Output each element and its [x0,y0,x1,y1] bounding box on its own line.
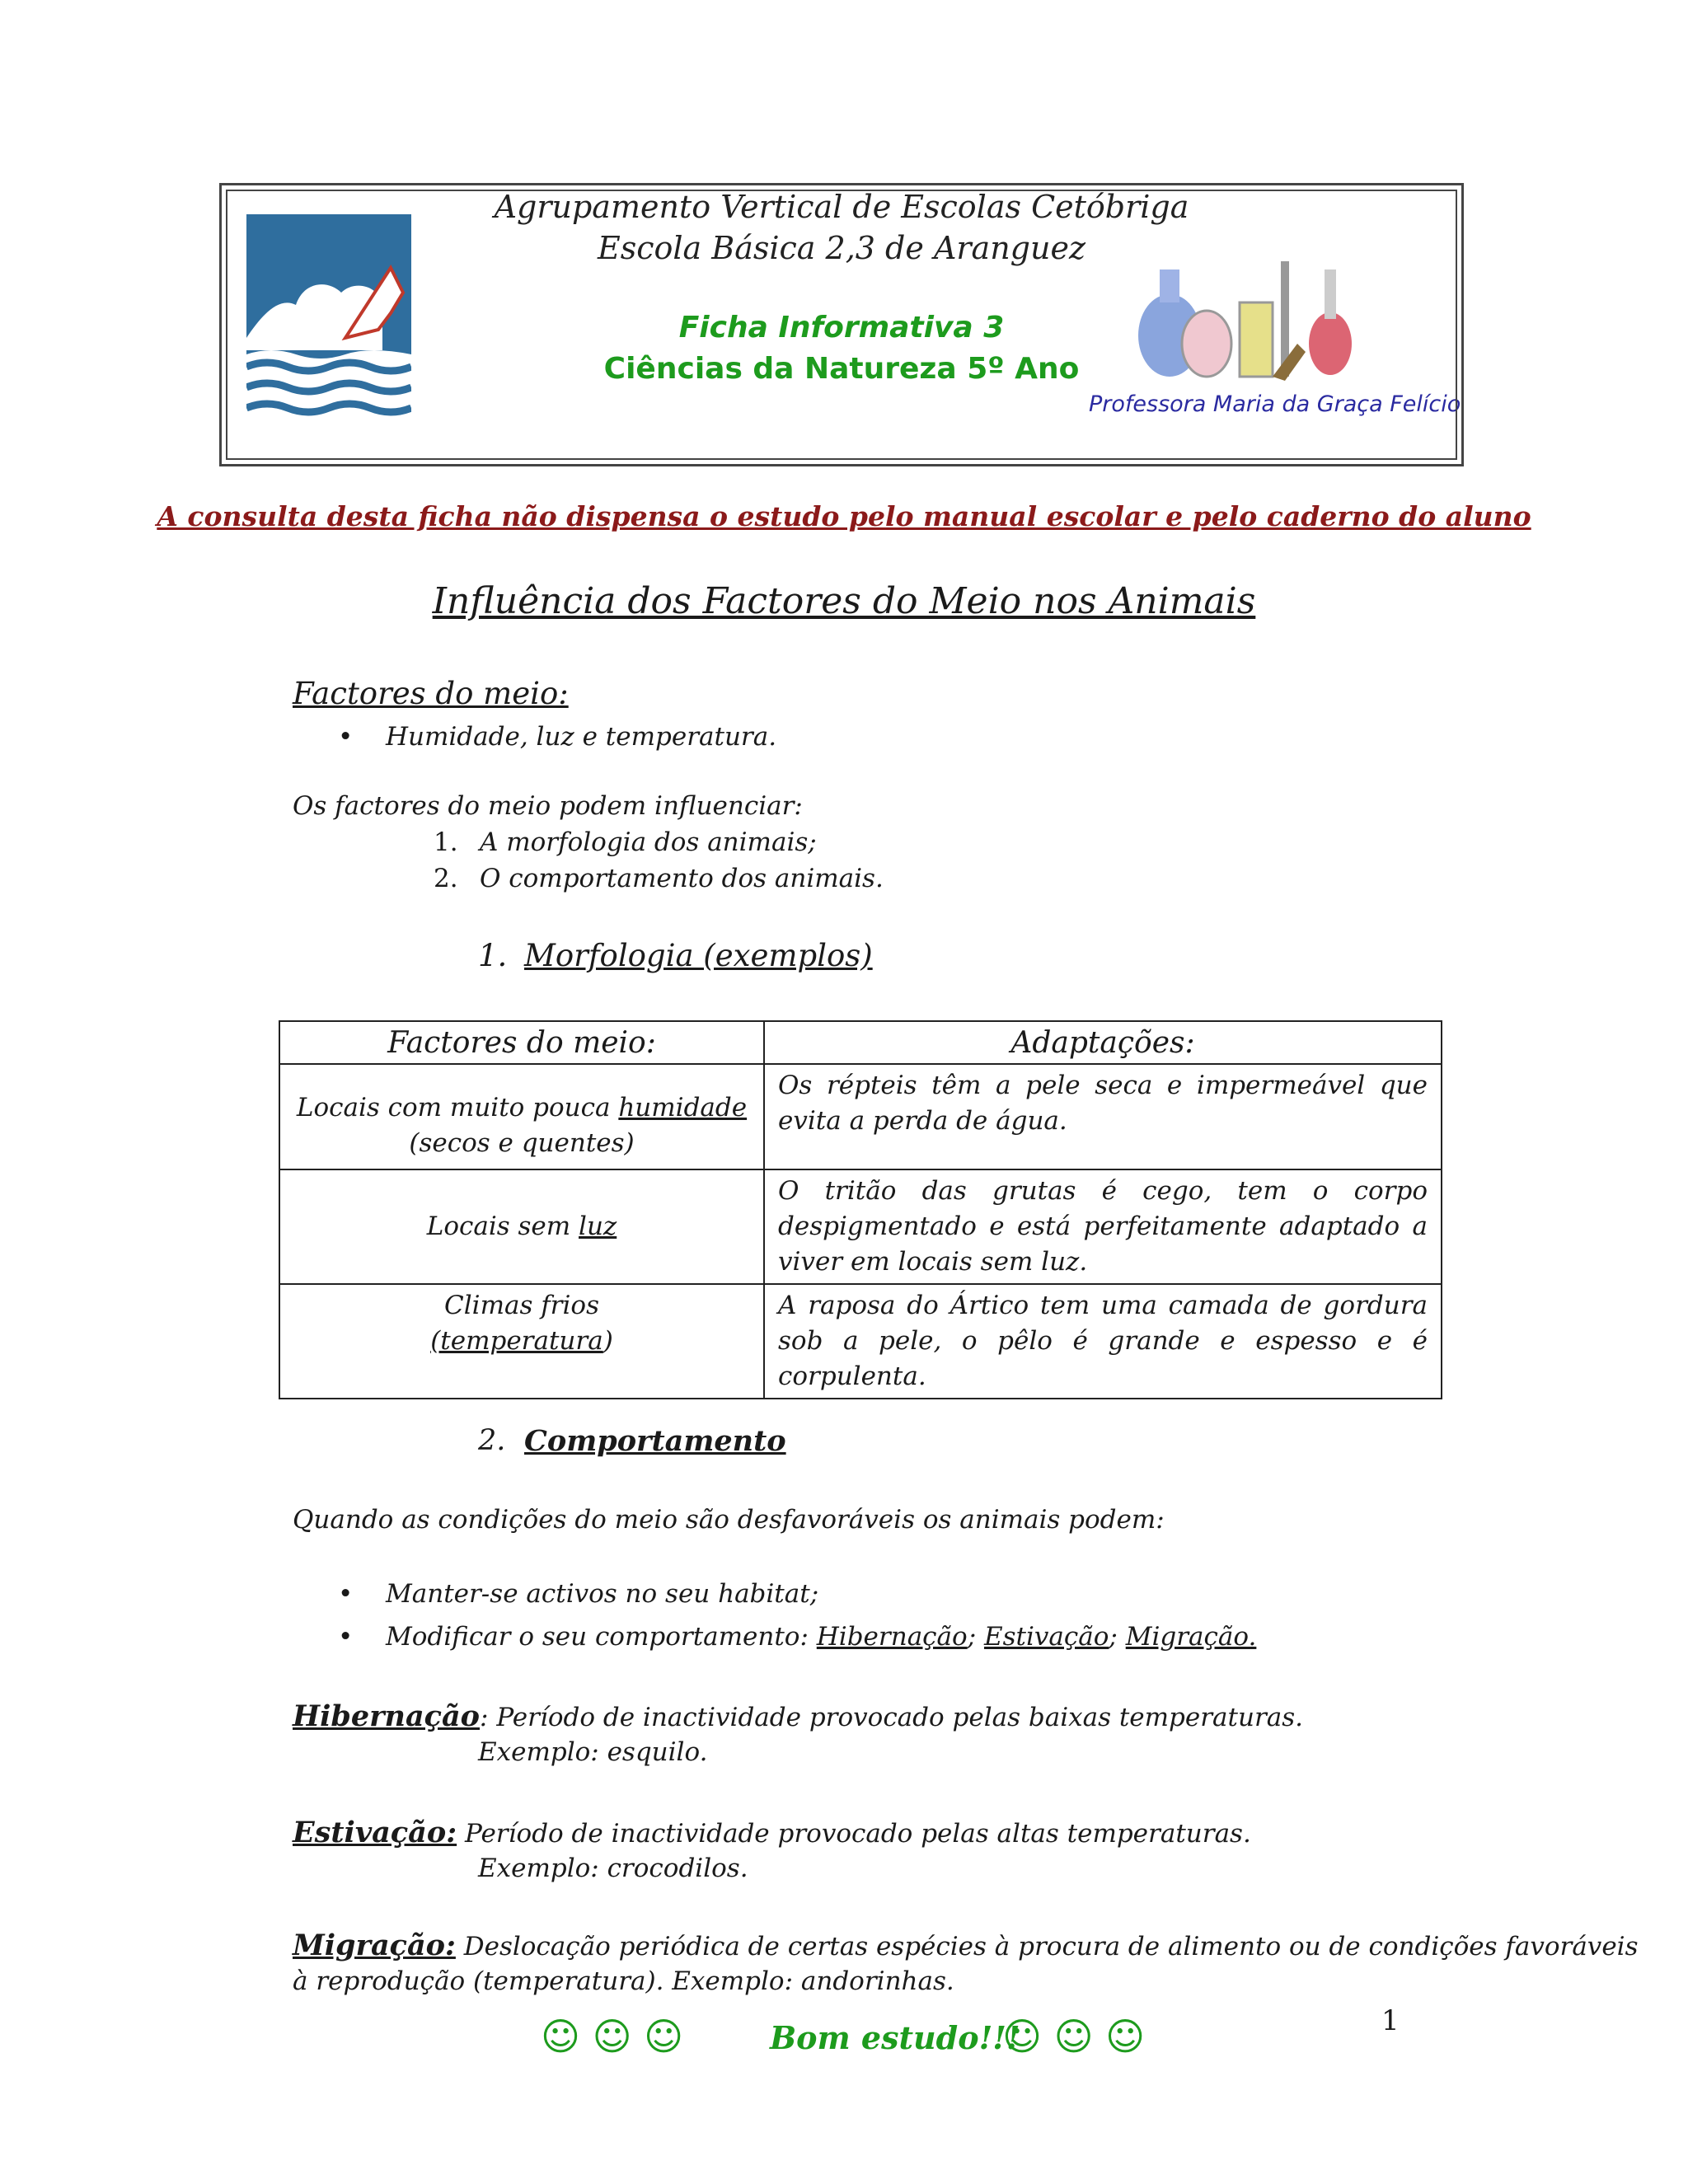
factor-text: Climas frios [444,1291,599,1320]
factor-text: Locais com muito pouca [296,1093,619,1122]
sheet-title: Ficha Informativa 3 [678,311,1005,344]
header-box [219,183,1464,466]
behaviour-heading: Comportamento [524,1424,786,1458]
behaviour-bullet-2-dot: • [338,1622,354,1652]
closing-message: Bom estudo!!! [770,2019,1020,2056]
factors-item-1: A morfologia dos animais; [480,827,817,857]
definition-hibernation-example: Exemplo: esquilo. [478,1737,708,1767]
definition-migration-text: Deslocação periódica de certas espécies à procura de alimento ou de condições favoráveis [455,1932,1639,1961]
factors-item-2-num: 2. [434,864,458,893]
separator: ; [967,1622,984,1652]
warning-notice: A consulta desta ficha não dispensa o estudo pelo manual escolar e pelo caderno do aluno [157,500,1531,532]
table-cell-factor [279,1169,764,1284]
period: . [1248,1622,1257,1652]
definition-estivation [293,1816,1251,1849]
school-group-name: Agrupamento Vertical de Escolas Cetóbriga [494,189,1189,225]
factor-keyword: humidade [618,1093,748,1122]
factor-detail: ) [603,1326,613,1356]
definition-hibernation-text: : Período de inactividade provocado pelas baixas temperaturas. [480,1703,1304,1732]
term-migration: Migração [1125,1622,1249,1652]
behaviour-bullet-1: Manter-se activos no seu habitat; [386,1579,819,1609]
definition-migration-text-2: à reprodução (temperatura). Exemplo: andorinhas. [293,1966,954,1996]
factors-intro: Os factores do meio podem influenciar: [293,791,803,821]
definition-estivation-example: Exemplo: crocodilos. [478,1854,748,1883]
factor-keyword: luz [579,1212,617,1241]
morphology-table [279,1020,1442,1399]
teacher-name: Professora Maria da Graça Felício [1089,391,1461,417]
separator: ; [1109,1622,1126,1652]
page-number: 1 [1381,2004,1400,2037]
definition-migration-term: Migração: [293,1929,456,1962]
table-cell-adaptation: A raposa do Ártico tem uma camada de gordura sob a pele, o pêlo é grande e espesso e é corpulenta. [764,1284,1442,1399]
table-col-adaptations: Adaptações: [764,1021,1442,1064]
school-name: Escola Básica 2,3 de Aranguez [598,230,1085,266]
definition-estivation-term: Estivação: [293,1816,457,1849]
factors-heading: Factores do meio: [293,676,569,711]
definition-migration [293,1929,1639,1962]
smileys-left: ☺ ☺ ☺ [541,2014,684,2059]
page-title: Influência dos Factores do Meio nos Animais [432,580,1256,622]
subject-title: Ciências da Natureza 5º Ano [603,352,1080,386]
table-header-row [279,1021,1442,1064]
behaviour-bullet-2-prefix: Modificar o seu comportamento: [386,1622,817,1652]
definition-hibernation [293,1699,1303,1733]
factor-detail: (secos e quentes) [409,1128,635,1158]
smileys-right: ☺ ☺ ☺ [1002,2014,1146,2059]
lab-glassware-illustration [1128,253,1359,385]
table-cell-adaptation: O tritão das grutas é cego, tem o corpo despigmentado e está perfeitamente adaptado a viver em locais sem luz. [764,1169,1442,1284]
table-col-factors: Factores do meio: [279,1021,764,1064]
table-cell-factor [279,1284,764,1399]
factors-item-1-num: 1. [434,827,458,857]
definition-estivation-text: Período de inactividade provocado pelas altas temperaturas. [457,1819,1251,1849]
table-row [279,1284,1442,1399]
morphology-num: 1. [478,938,508,973]
factors-item-2: O comportamento dos animais. [480,864,884,893]
table-row [279,1169,1442,1284]
morphology-heading: Morfologia (exemplos) [524,938,873,973]
behaviour-intro: Quando as condições do meio são desfavoráveis os animais podem: [293,1505,1165,1535]
factors-bullet-dot: • [338,722,354,752]
term-estivation: Estivação [984,1622,1109,1652]
school-logo [246,214,411,420]
behaviour-bullet-2 [386,1622,1256,1652]
behaviour-num: 2. [478,1424,506,1457]
table-cell-factor [279,1064,764,1169]
term-hibernation: Hibernação [816,1622,968,1652]
table-row [279,1064,1442,1169]
definition-hibernation-term: Hibernação [293,1699,481,1733]
factor-keyword: (temperatura [430,1326,603,1356]
factors-bullet: Humidade, luz e temperatura. [386,722,777,752]
table-cell-adaptation: Os répteis têm a pele seca e impermeável que evita a perda de água. [764,1064,1442,1169]
behaviour-bullet-1-dot: • [338,1579,354,1609]
factor-text: Locais sem [426,1212,579,1241]
